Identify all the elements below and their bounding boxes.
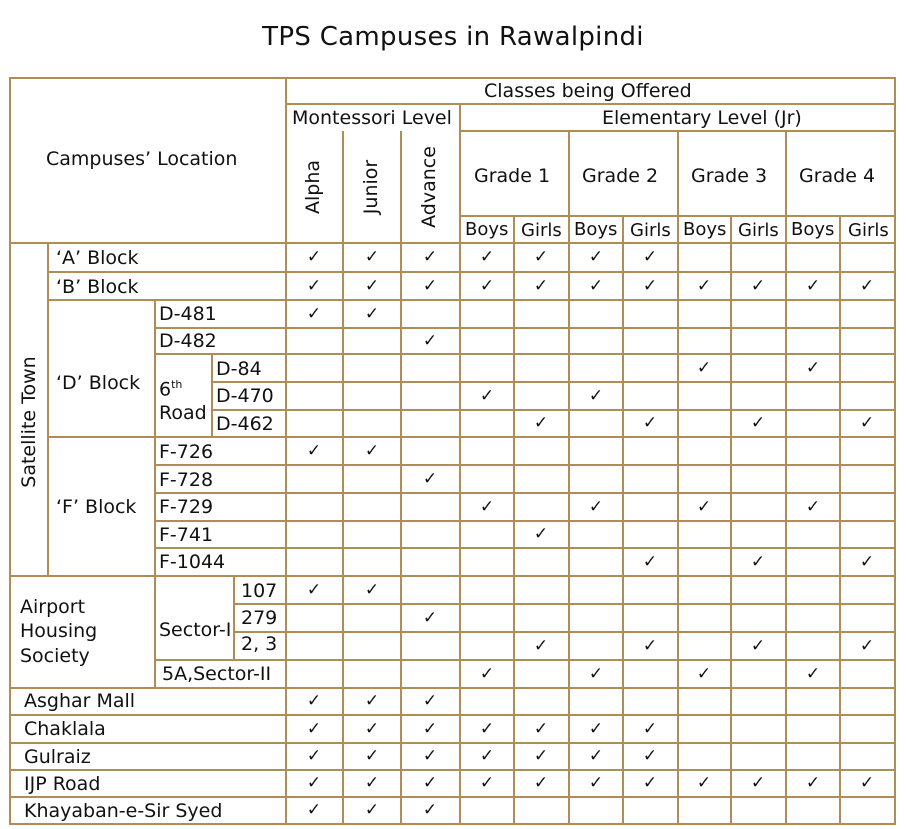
check-mark-icon: ✓ (533, 524, 549, 544)
sixth-road-label (159, 374, 182, 400)
check-mark-icon: ✓ (364, 773, 380, 793)
check-mark-icon: ✓ (479, 276, 495, 296)
sixth-road-superscript: th (171, 378, 183, 391)
montessori-col-alpha: Alpha (302, 159, 324, 215)
check-mark-icon: ✓ (479, 719, 495, 739)
check-mark-icon: ✓ (588, 664, 604, 684)
check-mark-icon: ✓ (750, 552, 766, 572)
check-mark-icon: ✓ (696, 664, 712, 684)
check-mark-icon: ✓ (422, 746, 438, 766)
check-mark-icon: ✓ (588, 386, 604, 406)
airport-label-line2: Housing (20, 620, 98, 642)
check-mark-icon: ✓ (533, 247, 549, 267)
check-mark-icon: ✓ (805, 276, 821, 296)
girls-header: Girls (738, 220, 779, 241)
campus-d84: D-84 (216, 358, 262, 380)
check-mark-icon: ✓ (859, 276, 875, 296)
campus-chaklala: Chaklala (24, 718, 106, 740)
check-mark-icon: ✓ (642, 247, 658, 267)
check-mark-icon: ✓ (588, 247, 604, 267)
road-label: Road (159, 402, 207, 424)
check-mark-icon: ✓ (306, 580, 322, 600)
campus-f1044: F-1044 (159, 551, 226, 573)
check-mark-icon: ✓ (696, 497, 712, 517)
check-mark-icon: ✓ (642, 746, 658, 766)
check-mark-icon: ✓ (306, 691, 322, 711)
check-mark-icon: ✓ (696, 276, 712, 296)
campus-d470: D-470 (216, 385, 274, 407)
campus-f741: F-741 (159, 524, 214, 546)
check-mark-icon: ✓ (479, 247, 495, 267)
check-mark-icon: ✓ (306, 441, 322, 461)
girls-header: Girls (521, 220, 562, 241)
campuses-location-header: Campuses’ Location (46, 148, 238, 170)
check-mark-icon: ✓ (533, 636, 549, 656)
campus-107: 107 (241, 580, 278, 602)
check-mark-icon: ✓ (642, 773, 658, 793)
check-mark-icon: ✓ (588, 276, 604, 296)
check-mark-icon: ✓ (306, 800, 322, 820)
check-mark-icon: ✓ (422, 469, 438, 489)
grade-3-header: Grade 3 (691, 165, 768, 187)
check-mark-icon: ✓ (364, 247, 380, 267)
check-mark-icon: ✓ (422, 247, 438, 267)
check-mark-icon: ✓ (533, 746, 549, 766)
check-mark-icon: ✓ (642, 719, 658, 739)
check-mark-icon: ✓ (805, 358, 821, 378)
campus-5a-sector-2: 5A,Sector-II (162, 663, 272, 685)
check-mark-icon: ✓ (364, 719, 380, 739)
check-mark-icon: ✓ (750, 773, 766, 793)
check-mark-icon: ✓ (306, 746, 322, 766)
b-block-label: ‘B’ Block (56, 276, 139, 298)
check-mark-icon: ✓ (364, 691, 380, 711)
boys-header: Boys (683, 219, 727, 240)
classes-offered-header: Classes being Offered (484, 80, 692, 102)
d-block-label: ‘D’ Block (56, 372, 141, 394)
girls-header: Girls (848, 220, 889, 241)
check-mark-icon: ✓ (533, 276, 549, 296)
check-mark-icon: ✓ (696, 358, 712, 378)
a-block-label: ‘A’ Block (56, 247, 139, 269)
check-mark-icon: ✓ (859, 552, 875, 572)
check-mark-icon: ✓ (533, 719, 549, 739)
campus-2-3: 2, 3 (241, 633, 278, 655)
check-mark-icon: ✓ (422, 276, 438, 296)
campus-279: 279 (241, 607, 278, 629)
check-mark-icon: ✓ (805, 664, 821, 684)
campus-khayaban: Khayaban-e-Sir Syed (24, 800, 223, 822)
boys-header: Boys (791, 219, 835, 240)
grade-4-header: Grade 4 (799, 165, 876, 187)
campus-ijp-road: IJP Road (24, 773, 101, 795)
check-mark-icon: ✓ (805, 773, 821, 793)
check-mark-icon: ✓ (696, 773, 712, 793)
check-mark-icon: ✓ (422, 800, 438, 820)
check-mark-icon: ✓ (750, 636, 766, 656)
check-mark-icon: ✓ (859, 413, 875, 433)
check-mark-icon: ✓ (422, 691, 438, 711)
check-mark-icon: ✓ (364, 441, 380, 461)
check-mark-icon: ✓ (588, 746, 604, 766)
check-mark-icon: ✓ (805, 497, 821, 517)
check-mark-icon: ✓ (533, 773, 549, 793)
elementary-level-header: Elementary Level (Jr) (602, 107, 802, 129)
check-mark-icon: ✓ (364, 304, 380, 324)
check-mark-icon: ✓ (422, 773, 438, 793)
montessori-col-junior: Junior (360, 159, 382, 215)
check-mark-icon: ✓ (422, 608, 438, 628)
check-mark-icon: ✓ (364, 580, 380, 600)
campus-f729: F-729 (159, 496, 214, 518)
check-mark-icon: ✓ (859, 636, 875, 656)
montessori-level-header: Montessori Level (292, 107, 452, 129)
check-mark-icon: ✓ (479, 773, 495, 793)
check-mark-icon: ✓ (533, 413, 549, 433)
sixth-road-number: 6 (159, 378, 172, 401)
campus-d482: D-482 (159, 330, 217, 352)
airport-label-line3: Society (20, 645, 90, 667)
campus-asghar-mall: Asghar Mall (24, 690, 136, 712)
page-title: TPS Campuses in Rawalpindi (262, 22, 644, 52)
check-mark-icon: ✓ (306, 247, 322, 267)
check-mark-icon: ✓ (642, 276, 658, 296)
grade-2-header: Grade 2 (582, 165, 659, 187)
campus-d462: D-462 (216, 413, 274, 435)
f-block-label: ‘F’ Block (56, 496, 137, 518)
boys-header: Boys (574, 219, 618, 240)
check-mark-icon: ✓ (642, 413, 658, 433)
check-mark-icon: ✓ (422, 719, 438, 739)
check-mark-icon: ✓ (479, 497, 495, 517)
check-mark-icon: ✓ (642, 552, 658, 572)
airport-label-line1: Airport (20, 596, 86, 618)
check-mark-icon: ✓ (306, 276, 322, 296)
check-mark-icon: ✓ (364, 276, 380, 296)
check-mark-icon: ✓ (306, 719, 322, 739)
check-mark-icon: ✓ (364, 800, 380, 820)
girls-header: Girls (630, 220, 671, 241)
check-mark-icon: ✓ (479, 664, 495, 684)
campus-gulraiz: Gulraiz (24, 746, 91, 768)
montessori-col-advance: Advance (418, 146, 440, 228)
check-mark-icon: ✓ (750, 276, 766, 296)
check-mark-icon: ✓ (750, 413, 766, 433)
campus-d481: D-481 (159, 303, 217, 325)
sector-1-label: Sector-I (159, 619, 232, 641)
boys-header: Boys (465, 219, 509, 240)
check-mark-icon: ✓ (306, 304, 322, 324)
campus-f726: F-726 (159, 441, 214, 463)
check-mark-icon: ✓ (306, 773, 322, 793)
check-mark-icon: ✓ (588, 497, 604, 517)
check-mark-icon: ✓ (479, 746, 495, 766)
check-mark-icon: ✓ (642, 636, 658, 656)
check-mark-icon: ✓ (422, 331, 438, 351)
satellite-town-label: Satellite Town (18, 356, 40, 488)
check-mark-icon: ✓ (588, 773, 604, 793)
check-mark-icon: ✓ (859, 773, 875, 793)
check-mark-icon: ✓ (479, 386, 495, 406)
campus-f728: F-728 (159, 469, 214, 491)
check-mark-icon: ✓ (364, 746, 380, 766)
grade-1-header: Grade 1 (474, 165, 551, 187)
check-mark-icon: ✓ (588, 719, 604, 739)
